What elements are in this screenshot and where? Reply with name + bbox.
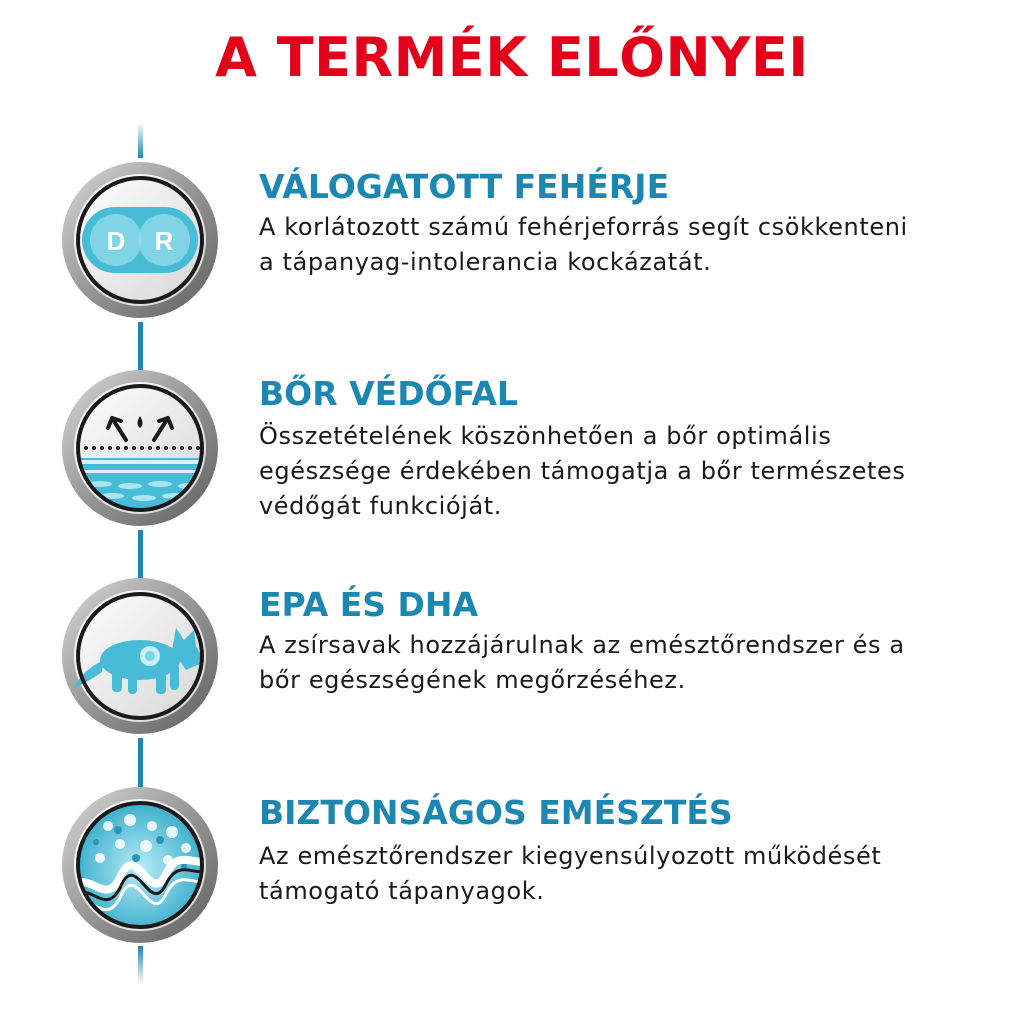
benefit-description — [259, 628, 999, 698]
benefit-description — [259, 419, 999, 524]
dr-letter-r: R — [154, 226, 174, 256]
benefit-line: bőr egészségének megőrzéséhez. — [259, 666, 686, 694]
benefit-line: Összetételének köszönhetően a bőr optimális — [259, 422, 832, 450]
benefit-title: EPA ÉS DHA — [259, 585, 479, 624]
connector-3 — [138, 738, 143, 788]
benefit-description — [259, 839, 999, 909]
connector-top — [138, 122, 143, 158]
benefit-description — [259, 210, 999, 280]
benefit-line: A korlátozott számú fehérjeforrás segít csökkenteni — [259, 213, 908, 241]
benefit-line: a tápanyag-intolerancia kockázatát. — [259, 248, 712, 276]
cat-omega-icon — [62, 578, 218, 734]
connector-bottom — [138, 946, 143, 984]
benefit-title: VÁLOGATOTT FEHÉRJE — [259, 167, 670, 206]
benefit-title: BIZTONSÁGOS EMÉSZTÉS — [259, 793, 733, 832]
benefit-line: Az emésztőrendszer kiegyensúlyozott működését — [259, 842, 882, 870]
protein-dr-icon — [62, 162, 218, 318]
benefit-line: A zsírsavak hozzájárulnak az emésztőrendszer és a — [259, 631, 905, 659]
skin-barrier-icon — [62, 370, 218, 526]
digestion-icon — [62, 787, 218, 943]
dr-letter-d: D — [106, 226, 126, 256]
benefit-title: BŐR VÉDŐFAL — [259, 374, 518, 413]
connector-2 — [138, 530, 143, 580]
benefit-line: védőgát funkcióját. — [259, 492, 502, 520]
page-title: A TERMÉK ELŐNYEI — [215, 26, 809, 89]
benefit-line: támogató tápanyagok. — [259, 877, 545, 905]
benefit-line: egészsége érdekében támogatja a bőr természetes — [259, 457, 906, 485]
connector-1 — [138, 322, 143, 372]
